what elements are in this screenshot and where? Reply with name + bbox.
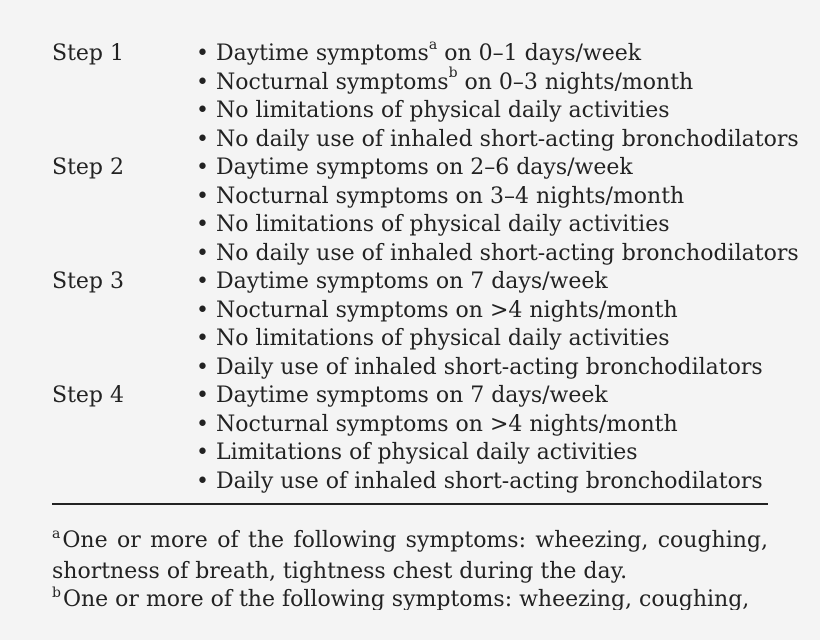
bullet-icon: • — [196, 326, 209, 351]
step-row — [52, 154, 799, 268]
step-label: Step 3 — [52, 269, 125, 294]
criterion-main-text: Daily use of inhaled short-acting bronchodilators — [216, 354, 763, 380]
criterion-main-text: No daily use of inhaled short-acting bronchodilators — [216, 126, 799, 152]
bullet-icon: • — [196, 269, 209, 294]
step-label: Step 2 — [52, 155, 125, 180]
bullet-icon: • — [196, 183, 209, 209]
criterion-text — [216, 354, 763, 383]
footnote-b — [52, 586, 768, 610]
criterion-text — [216, 36, 642, 69]
step-label: Step 4 — [52, 383, 125, 408]
step-row — [52, 36, 799, 154]
criterion-item — [196, 354, 768, 383]
criterion-item — [196, 325, 768, 354]
criterion-main-text: No limitations of physical daily activities — [216, 212, 670, 237]
criteria-list — [196, 382, 768, 496]
criterion-text — [216, 211, 670, 240]
criterion-main-text: Limitations of physical daily activities — [216, 440, 638, 465]
criterion-main-text: Daytime symptoms — [216, 41, 429, 66]
criterion-main-text: Daytime symptoms on 2–6 days/week — [216, 155, 633, 180]
criterion-rest-text: on 0–1 days/week — [437, 41, 642, 66]
step-row — [52, 268, 768, 382]
bullet-icon: • — [196, 297, 209, 323]
criterion-text — [216, 97, 670, 126]
criterion-main-text: No limitations of physical daily activities — [216, 98, 670, 123]
criteria-list — [196, 36, 799, 154]
criterion-item — [196, 439, 768, 468]
bullet-icon: • — [196, 240, 209, 266]
footnote-mark: b — [52, 586, 61, 601]
step-row — [52, 382, 768, 496]
criterion-item — [196, 36, 799, 69]
table-bottom-rule — [52, 503, 768, 505]
criterion-item — [196, 411, 768, 440]
bullet-icon: • — [196, 98, 209, 123]
criterion-text — [216, 183, 684, 212]
criterion-main-text: Nocturnal symptoms — [216, 69, 449, 95]
bullet-icon: • — [196, 126, 209, 152]
criterion-text — [216, 325, 670, 354]
bullet-icon: • — [196, 354, 209, 380]
criterion-main-text: Nocturnal symptoms on >4 nights/month — [216, 411, 678, 437]
bullet-icon: • — [196, 383, 209, 408]
bullet-icon: • — [196, 155, 209, 180]
criterion-text — [216, 439, 638, 468]
criterion-item — [196, 183, 799, 212]
criterion-rest-text: on 0–3 nights/month — [457, 69, 694, 95]
criterion-text — [216, 468, 763, 497]
criterion-item — [196, 211, 799, 240]
criterion-main-text: Nocturnal symptoms on 3–4 nights/month — [216, 183, 685, 209]
criteria-list — [196, 268, 768, 382]
bullet-icon: • — [196, 41, 209, 66]
criterion-main-text: Daily use of inhaled short-acting bronchodilators — [216, 468, 763, 494]
footnote-a — [52, 527, 768, 586]
step-label: Step 1 — [52, 41, 125, 66]
criterion-item — [196, 268, 768, 297]
criterion-item — [196, 382, 768, 411]
criterion-main-text: Daytime symptoms on 7 days/week — [216, 383, 608, 408]
bullet-icon: • — [196, 440, 209, 465]
criterion-item — [196, 126, 799, 155]
criterion-item — [196, 297, 768, 326]
criterion-text — [216, 65, 694, 98]
footnote-text: One or more of the following symptoms: wheezing, coughing, — [62, 587, 750, 610]
footnote-text: One or more of the following symptoms: wheezing, coughing, shortness of breath, tightness chest during the day. — [52, 528, 768, 584]
criterion-main-text: No daily use of inhaled short-acting bronchodilators — [216, 240, 799, 266]
criterion-text — [216, 382, 608, 411]
criterion-main-text: Nocturnal symptoms on >4 nights/month — [216, 297, 678, 323]
footnote-reference: b — [448, 65, 458, 82]
footnote-reference: a — [428, 36, 438, 53]
footnote-mark: a — [52, 526, 61, 542]
asthma-steps-table — [52, 36, 799, 496]
criterion-text — [216, 126, 799, 155]
criterion-main-text: Daytime symptoms on 7 days/week — [216, 269, 608, 294]
bullet-icon: • — [196, 69, 209, 95]
criteria-list — [196, 154, 799, 268]
criterion-item — [196, 468, 768, 497]
bullet-icon: • — [196, 212, 209, 237]
criterion-item — [196, 240, 799, 269]
criterion-item — [196, 97, 799, 126]
bullet-icon: • — [196, 411, 209, 437]
bullet-icon: • — [196, 468, 209, 494]
criterion-main-text: No limitations of physical daily activities — [216, 326, 670, 351]
criterion-text — [216, 297, 678, 326]
criterion-text — [216, 154, 633, 183]
criterion-item — [196, 154, 799, 183]
criterion-text — [216, 411, 678, 440]
criterion-item — [196, 65, 799, 98]
footnotes — [52, 527, 768, 610]
criterion-text — [216, 268, 608, 297]
criterion-text — [216, 240, 799, 269]
